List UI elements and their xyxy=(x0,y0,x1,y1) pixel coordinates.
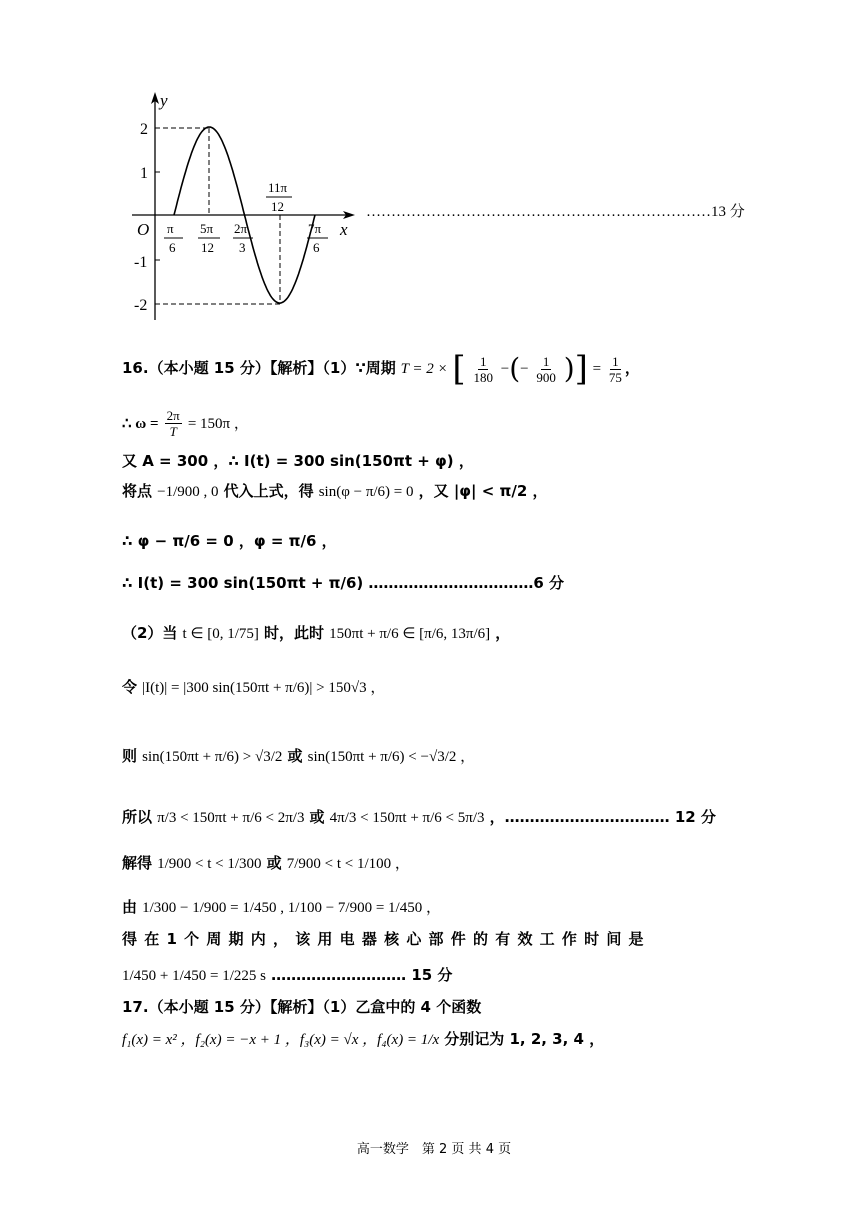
x-tick-5pi12 xyxy=(198,221,220,255)
q16-line9: 则 sin(150πt + π/6) > √3/2 或 sin(150πt + π/6) < −√3/2 ， xyxy=(122,747,476,765)
graph-score: ……………………………………………………………13 分 xyxy=(366,204,745,220)
x-label: x xyxy=(340,220,348,239)
y-tick-1: 1 xyxy=(140,165,148,182)
sine-graph xyxy=(120,90,370,330)
svg-text:3: 3 xyxy=(239,240,246,255)
svg-text:π: π xyxy=(167,221,174,236)
q16-heading: 16.（本小题 15 分）【解析】（1）∵周期 xyxy=(122,359,396,377)
omega-line: ∴ ω = $\frac{2\pi}{T}$ = 150π ， xyxy=(122,408,249,439)
y-label: y xyxy=(160,91,168,110)
svg-text:6: 6 xyxy=(313,240,320,255)
q16-line11: 解得 1/900 < t < 1/300 或 7/900 < t < 1/100 ， xyxy=(122,854,410,872)
q16-line10: 所以 π/3 < 150πt + π/6 < 2π/3 或 4π/3 < 150πt + π/6 < 5π/3 ，…………………………… 12 分 xyxy=(122,808,716,826)
q16-line14: 1/450 + 1/450 = 1/225 s ……………………… 15 分 xyxy=(122,966,453,984)
q16-heading-line: 16.（本小题 15 分）【解析】（1）∵周期 T = 2 × [ $\frac{1}{180}$ −(− $\frac{1}{900}$ )] = $\frac{1}{75}$ ， xyxy=(122,349,640,389)
svg-text:5π: 5π xyxy=(200,221,214,236)
svg-text:7π: 7π xyxy=(308,221,322,236)
x-tick-7pi6 xyxy=(307,221,328,255)
q16-line13: 得 在 1 个 周 期 内 ， 该 用 电 器 核 心 部 件 的 有 效 工 作 时 间 是 xyxy=(122,930,645,948)
page-footer: 高一数学 第 2 页 共 4 页 xyxy=(356,1142,512,1157)
q16-line12: 由 1/300 − 1/900 = 1/450 , 1/100 − 7/900 = 1/450 ， xyxy=(122,898,441,916)
svg-text:6: 6 xyxy=(169,240,176,255)
svg-text:12: 12 xyxy=(201,240,214,255)
q16-line5: ∴ φ − π/6 = 0 ，φ = π/6 ， xyxy=(122,532,337,550)
q16-line4: 将点 −1/900 , 0 代入上式，得 sin(φ − π/6) = 0 ，又 |φ| < π/2 ， xyxy=(122,482,548,500)
y-tick-neg1: -1 xyxy=(134,254,148,271)
q17-heading: 17.（本小题 15 分）【解析】（1）乙盒中的 4 个函数 xyxy=(122,998,482,1016)
origin-label: O xyxy=(137,220,150,239)
svg-text:12: 12 xyxy=(271,199,284,214)
svg-text:11π: 11π xyxy=(268,180,288,195)
q16-line7: （2）当 t ∈ [0, 1/75] 时，此时 150πt + π/6 ∈ [π/6, 13π/6] ， xyxy=(122,624,511,642)
q16-line8: 令 |I(t)| = |300 sin(150πt + π/6)| > 150√3 ， xyxy=(122,678,386,696)
x-tick-11pi12 xyxy=(266,180,292,214)
svg-text:2π: 2π xyxy=(234,221,248,236)
q16-line3: 又 A = 300 ，∴ I(t) = 300 sin(150πt + φ) ， xyxy=(122,452,474,470)
x-tick-2pi3 xyxy=(233,221,253,255)
x-tick-pi6 xyxy=(164,221,183,255)
y-tick-2: 2 xyxy=(140,121,148,138)
q17-line2: f₁(x) = x² ，f₂(x) = −x + 1 ，f₃(x) = √x ，f₄(x) = 1/x 分别记为 1, 2, 3, 4 ， xyxy=(122,1030,605,1048)
q16-line6: ∴ I(t) = 300 sin(150πt + π/6) ……………………………6 分 xyxy=(122,574,565,592)
period-expr: T = 2 × xyxy=(400,361,448,377)
y-tick-neg2: -2 xyxy=(134,297,148,314)
